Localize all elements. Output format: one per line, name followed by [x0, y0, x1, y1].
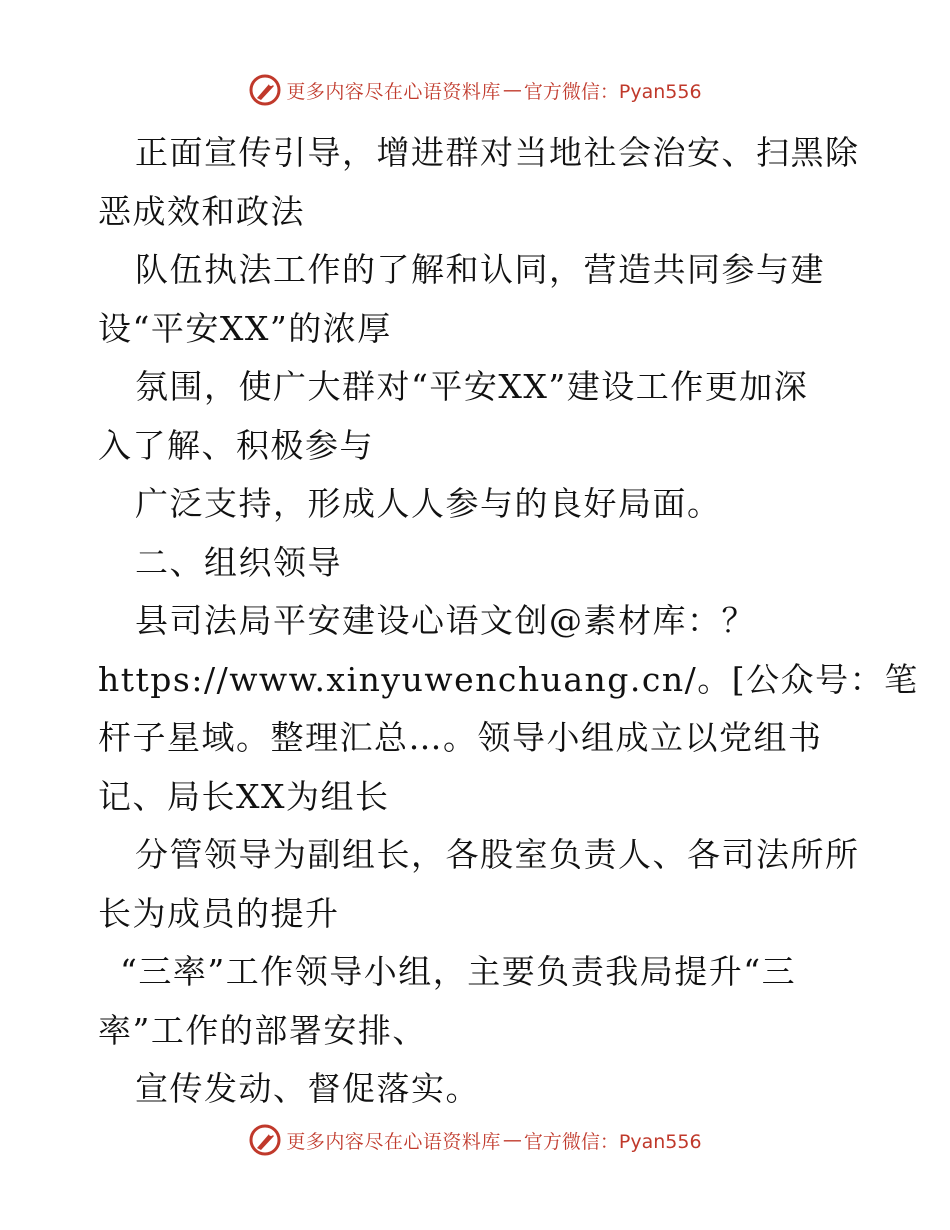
text-line-1: 正面宣传引导，增进群对当地社会治安、扫黑除: [135, 133, 860, 172]
banner-wechat-contact: 官方微信：Pyan556: [523, 1130, 702, 1153]
text-line-9: 县司法局平安建设心语文创@素材库：？: [135, 601, 756, 640]
text-line-3: 队伍执法工作的了解和认同，营造共同参与建: [135, 250, 825, 289]
text-line-url: https://www.xinyuwenchuang.cn/。[公众号：笔: [98, 659, 919, 699]
section-heading: 二、组织领导: [135, 542, 342, 582]
footer-watermark-banner: [0, 1120, 950, 1160]
text-line-5: 氛围，使广大群对“平安XX”建设工作更加深: [135, 367, 809, 406]
banner-brand-text: 更多内容尽在心语资料库: [286, 1130, 501, 1153]
text-line-6: 入了解、积极参与: [98, 425, 374, 465]
banner-wechat-contact: 官方微信：Pyan556: [523, 80, 702, 103]
text-line-15: “三率”工作领导小组，主要负责我局提升“三: [120, 952, 797, 991]
banner-separator: —: [502, 79, 522, 101]
text-line-4: 设“平安XX”的浓厚: [98, 308, 392, 348]
banner-brand-text: 更多内容尽在心语资料库: [286, 80, 501, 103]
pen-logo-icon: [248, 1123, 282, 1157]
text-line-17: 宣传发动、督促落实。: [135, 1069, 480, 1108]
text-line-7: 广泛支持，形成人人参与的良好局面。: [135, 484, 722, 523]
text-line-11: 杆子星域。整理汇总…。领导小组成立以党组书: [98, 718, 823, 757]
pen-logo-icon: [248, 73, 282, 107]
banner-separator: —: [502, 1129, 522, 1151]
text-line-2: 恶成效和政法: [98, 191, 305, 231]
text-line-13: 分管领导为副组长，各股室负责人、各司法所所: [135, 835, 860, 874]
header-watermark-banner: [0, 70, 950, 110]
document-body: [98, 124, 919, 1119]
text-line-16: 率”工作的部署安排、: [98, 1010, 427, 1050]
text-line-14: 长为成员的提升: [98, 893, 340, 933]
text-line-12: 记、局长XX为组长: [98, 776, 390, 816]
